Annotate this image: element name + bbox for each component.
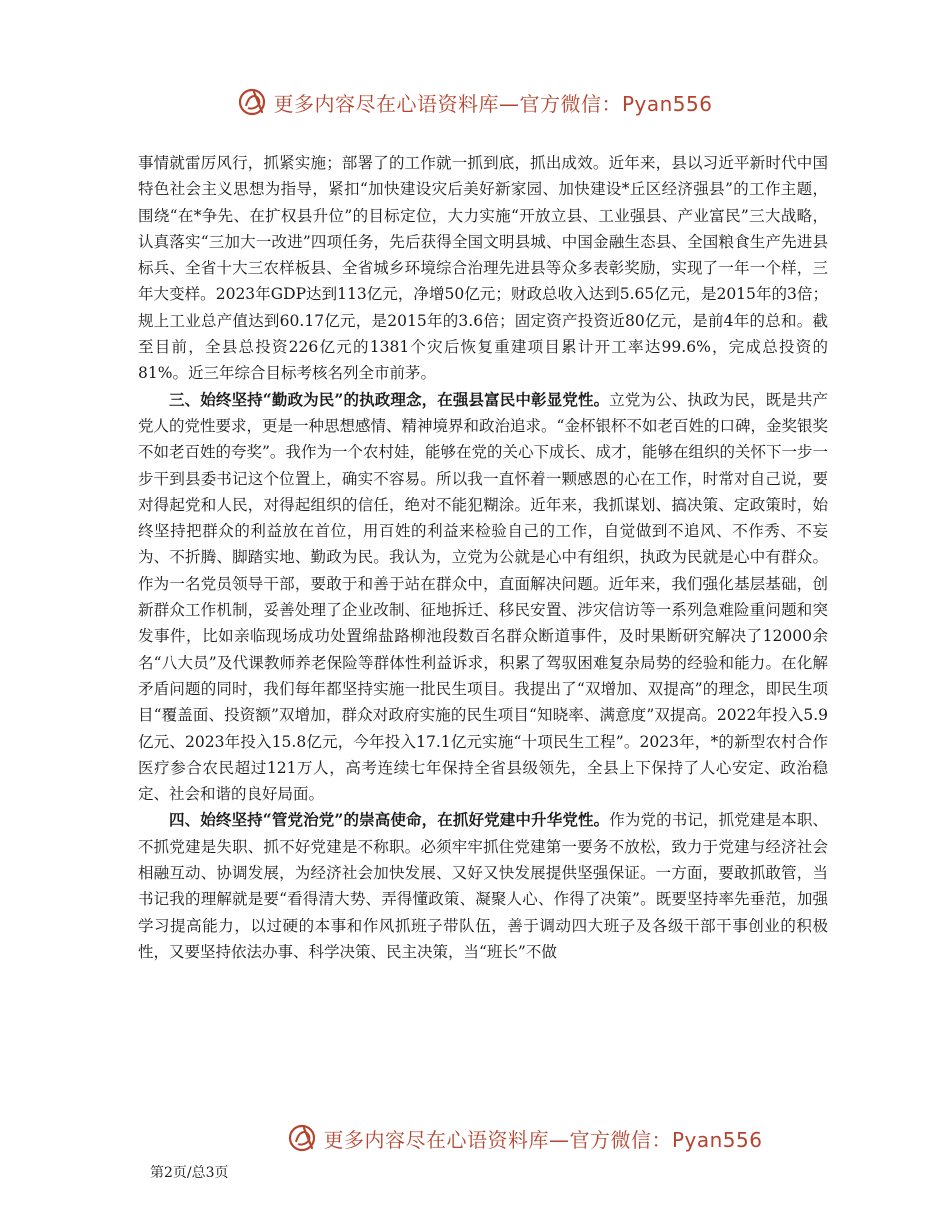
paragraph-1: 事情就雷厉风行，抓紧实施；部署了的工作就一抓到底，抓出成效。近年来，县以习近平新时代中国特色社会主义思想为指导，紧扣“加快建设灾后美好新家园、加快建设*丘区经济强县”的工作主题，围绕“在*争先、在扩权县升位”的目标定位，大力实施“开放立县、工业强县、产业富民”三大战略，认真落实“三加大一改进”四项任务，先后获得全国文明县城、中国金融生态县、全国粮食生产先进县标兵、全省十大三农样板县、全省城乡环境综合治理先进县等众多表彰奖励，实现了一年一个样，三年大变样。2023年GDP达到113亿元，净增50亿元；财政总收入达到5.65亿元，是2015年的3倍；规上工业总产值达到60.17亿元，是2015年的3.6倍；固定资产投资近80亿元，是前4年的总和。截至目前，全县总投资226亿元的1381个灾后恢复重建项目累计开工率达99.6%，完成总投资的81%。近三年综合目标考核名列全市前茅。 bbox=[138, 154, 828, 383]
paragraph-3 bbox=[138, 807, 828, 965]
page-number: 第2页/总3页 bbox=[150, 1165, 229, 1181]
footer-watermark-banner bbox=[50, 1118, 950, 1158]
document-body bbox=[138, 150, 828, 965]
section-4-heading: 四、始终坚持“管党治党”的崇高使命，在抓好党建中升华党性。 bbox=[169, 810, 610, 830]
paragraph-2-text: 立党为公、执政为民，既是共产党人的党性要求，更是一种思想感情、精神境界和政治追求。“金杯银杯不如老百姓的口碑，金奖银奖不如老百姓的夸奖”。我作为一个农村娃，能够在党的关心下成长、成才，能够在组织的关怀下一步一步干到县委书记这个位置上，确实不容易。所以我一直怀着一颗感恩的心在工作，时常对自己说，要对得起党和人民，对得起组织的信任，绝对不能犯糊涂。近年来，我抓谋划、搞决策、定政策时，始终坚持把群众的利益放在首位，用百姓的利益来检验自己的工作，自觉做到不追风、不作秀、不妄为、不折腾、脚踏实地、勤政为民。我认为，立党为公就是心中有组织，执政为民就是心中有群众。作为一名党员领导干部，要敢于和善于站在群众中，直面解决问题。近年来，我们强化基层基础，创新群众工作机制，妥善处理了企业改制、征地拆迁、移民安置、涉灾信访等一系列急难险重问题和突发事件，比如亲临现场成功处置绵盐路柳池段数百名群众断道事件，及时果断研究解决了12000余名“八大员”及代课教师养老保险等群体性利益诉求，积累了驾驭困难复杂局势的经验和能力。在化解矛盾问题的同时，我们每年都坚持实施一批民生项目。我提出了“双增加、双提高”的理念，即民生项目“覆盖面、投资额”双增加，群众对政府实施的民生项目“知晓率、满意度”双提高。2022年投入5.9亿元、2023年投入15.8亿元，今年投入17.1亿元实施“十项民生工程”。2023年，*的新型农村合作医疗参合农民超过121万人，高考连续七年保持全省县级领先，全县上下保持了人心安定、政治稳定、社会和谐的良好局面。 bbox=[138, 390, 828, 804]
brand-logo-icon bbox=[237, 86, 269, 118]
brand-logo-icon bbox=[287, 1122, 319, 1154]
section-3-heading: 三、始终坚持“勤政为民”的执政理念，在强县富民中彰显党性。 bbox=[169, 389, 610, 409]
footer-banner-text: 更多内容尽在心语资料库—官方微信：Pyan556 bbox=[323, 1127, 763, 1152]
paragraph-3-text: 作为党的书记，抓党建是本职、不抓党建是失职、抓不好党建是不称职。必须牢牢抓住党建第一要务不放松，致力于党建与经济社会相融互动、协调发展，为经济社会加快发展、又好又快发展提供坚强保证。一方面，要敢抓敢管，当书记我的理解就是要“看得清大势、弄得懂政策、凝聚人心、作得了决策”。既要坚持率先垂范，加强学习提高能力，以过硬的本事和作风抓班子带队伍，善于调动四大班子及各级干部干事创业的积极性，又要坚持依法办事、科学决策、民主决策，当“班长”不做 bbox=[138, 811, 828, 961]
header-watermark-banner bbox=[0, 82, 950, 122]
header-banner-text: 更多内容尽在心语资料库—官方微信：Pyan556 bbox=[273, 91, 713, 116]
paragraph-2 bbox=[138, 387, 828, 808]
